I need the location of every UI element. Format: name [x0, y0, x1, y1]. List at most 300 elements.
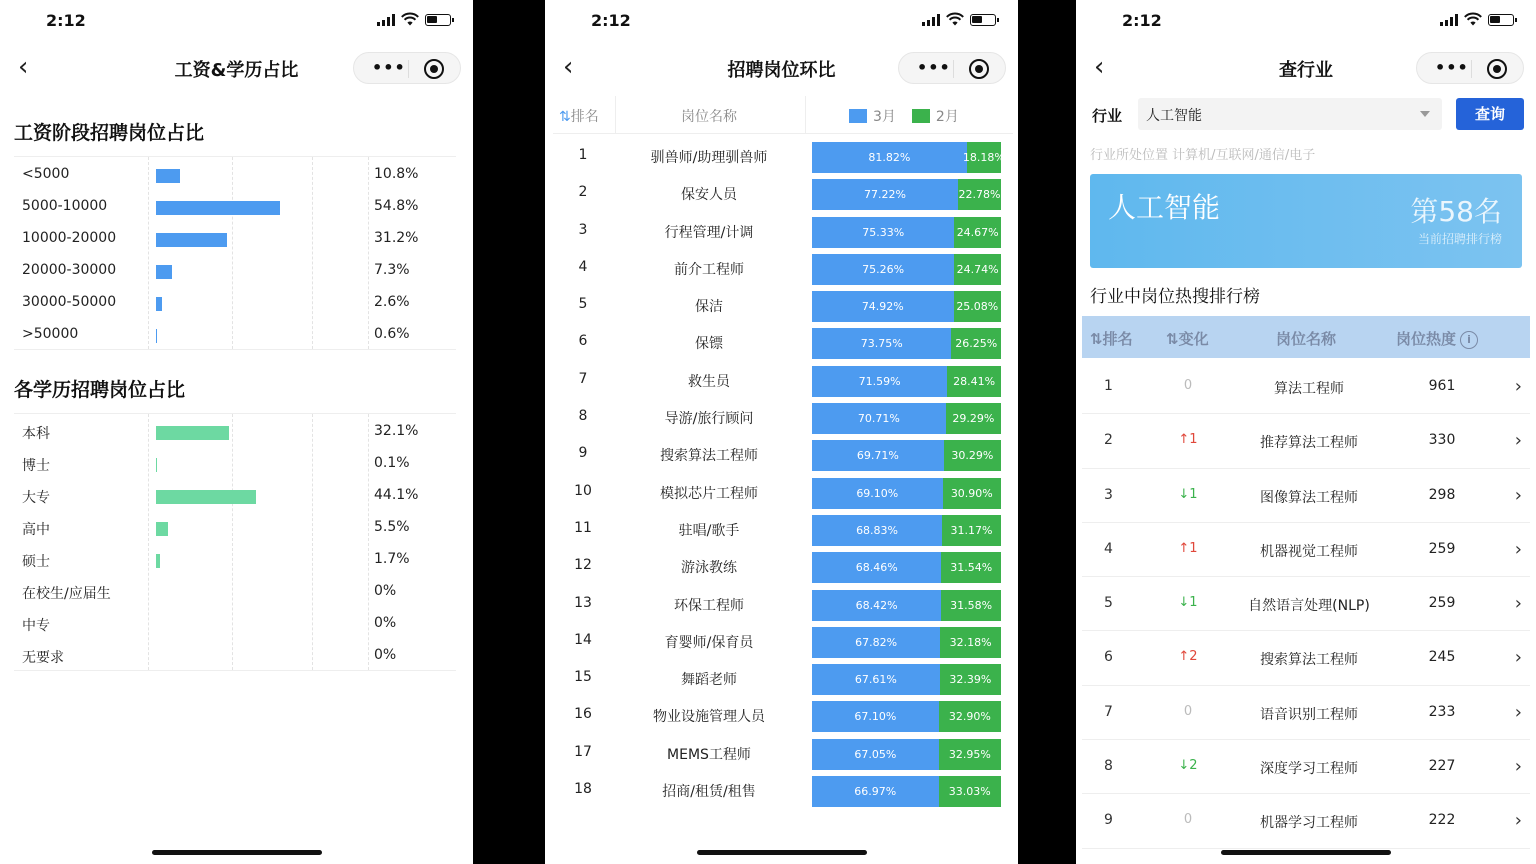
job-name-cell: MEMS工程师 — [667, 746, 751, 763]
status-time: 2:12 — [46, 11, 86, 30]
stacked-ratio-bar — [812, 627, 1001, 658]
bar-label: 博士 — [22, 458, 50, 474]
legend-march-label: 3月 — [873, 109, 896, 125]
job-name-cell: 环保工程师 — [674, 597, 744, 614]
legend-march-swatch — [849, 109, 867, 123]
change-cell: ↓2 — [1178, 758, 1198, 774]
feb-segment — [942, 515, 1001, 546]
chevron-right-icon[interactable]: › — [1514, 538, 1522, 560]
march-percent: 75.26% — [862, 262, 905, 276]
feb-percent: 30.29% — [951, 449, 994, 463]
table-row[interactable] — [1082, 686, 1530, 740]
miniapp-capsule — [353, 52, 461, 84]
rank-cell: 2 — [1104, 432, 1113, 449]
stacked-ratio-bar — [812, 142, 1005, 173]
rank-cell: 4 — [1104, 540, 1113, 557]
card-industry-name: 人工智能 — [1108, 191, 1221, 224]
battery-icon — [1488, 14, 1514, 26]
bar-row — [14, 287, 456, 319]
rank-cell: 7 — [1104, 703, 1113, 720]
change-cell: ↑2 — [1178, 649, 1198, 665]
more-dots-icon[interactable]: ••• — [372, 58, 406, 77]
feb-percent: 31.58% — [950, 598, 993, 612]
stacked-ratio-bar — [812, 366, 1001, 397]
battery-icon — [970, 14, 996, 26]
table-row[interactable] — [1082, 577, 1530, 631]
rank-cell: 3 — [578, 221, 588, 238]
march-segment — [812, 440, 944, 471]
rank-cell: 16 — [574, 706, 592, 723]
march-segment — [812, 515, 942, 546]
salary-bar-table — [14, 156, 456, 350]
feb-segment — [946, 403, 1001, 434]
bar — [156, 329, 157, 343]
feb-percent: 25.08% — [956, 300, 999, 314]
march-percent: 68.42% — [855, 598, 898, 612]
bar-label: 30000-50000 — [22, 294, 117, 310]
feb-percent: 32.90% — [948, 710, 991, 724]
rank-cell: 6 — [578, 333, 588, 350]
stacked-ratio-bar — [812, 590, 1001, 621]
feb-percent: 31.17% — [950, 523, 993, 537]
bar-row — [14, 255, 456, 287]
rank-cell: 3 — [1104, 486, 1113, 503]
nav-bar — [1076, 46, 1536, 90]
bar — [156, 426, 229, 440]
table-row[interactable] — [553, 695, 1013, 732]
legend-feb-swatch — [912, 109, 930, 123]
job-name-cell: 保安人员 — [681, 187, 737, 204]
signal-icon — [1440, 14, 1458, 26]
feb-segment — [939, 701, 1001, 732]
job-name-cell: 保洁 — [695, 299, 723, 316]
table-row[interactable] — [1082, 794, 1530, 848]
table-row[interactable] — [553, 211, 1013, 248]
march-percent: 77.22% — [863, 188, 906, 202]
ratio-table-body[interactable] — [553, 136, 1013, 820]
page-title: 招聘岗位环比 — [727, 60, 836, 81]
industry-rank-card — [1090, 174, 1522, 268]
salary-section-title: 工资阶段招聘岗位占比 — [14, 122, 205, 144]
change-cell: 0 — [1183, 812, 1193, 828]
table-row[interactable] — [1082, 469, 1530, 523]
back-chevron-icon[interactable]: ‹ — [563, 52, 574, 82]
rank-cell: 11 — [574, 519, 592, 536]
rank-cell: 10 — [574, 482, 592, 499]
feb-percent: 18.18% — [962, 151, 1005, 164]
bar-label: 无要求 — [22, 650, 64, 666]
march-percent: 69.71% — [856, 449, 899, 463]
feb-segment — [940, 664, 1001, 695]
job-name-cell: 算法工程师 — [1274, 381, 1344, 397]
bar-percent: 0% — [374, 647, 397, 663]
job-name-cell: 救生员 — [688, 373, 730, 390]
home-indicator — [1221, 850, 1391, 855]
feb-segment — [939, 739, 1001, 770]
job-name-cell: 机器视觉工程师 — [1260, 543, 1358, 560]
sort-icon: ⇅ — [1090, 330, 1103, 348]
nav-bar — [0, 46, 473, 90]
status-bar — [1076, 0, 1536, 42]
bar — [156, 265, 172, 279]
phone-screen-industry-query — [1076, 0, 1536, 864]
stacked-ratio-bar — [812, 552, 1001, 583]
table-row[interactable] — [553, 397, 1013, 434]
page-title: 查行业 — [1279, 60, 1333, 81]
table-row[interactable] — [553, 285, 1013, 322]
bar — [156, 490, 256, 504]
bar-row — [14, 480, 456, 512]
bar-percent: 0% — [374, 615, 397, 631]
march-segment — [812, 701, 939, 732]
back-chevron-icon[interactable]: ‹ — [18, 52, 29, 82]
card-rank: 第58名 — [1410, 195, 1502, 228]
feb-percent: 31.54% — [950, 561, 993, 575]
table-row[interactable] — [1082, 631, 1530, 685]
legend-feb-label: 2月 — [935, 109, 959, 125]
job-name-cell: 物业设施管理人员 — [653, 709, 765, 726]
job-name-cell: 机器学习工程师 — [1260, 815, 1358, 832]
miniapp-capsule — [898, 52, 1006, 84]
rank-cell: 12 — [574, 557, 592, 574]
battery-icon — [425, 14, 451, 26]
bar-label: 硕士 — [22, 554, 50, 570]
bar-row — [14, 319, 456, 351]
close-target-icon[interactable] — [969, 59, 989, 79]
back-chevron-icon[interactable]: ‹ — [1094, 52, 1105, 82]
march-percent: 67.05% — [854, 747, 897, 761]
march-segment — [812, 179, 958, 210]
feb-percent: 32.39% — [949, 673, 992, 687]
feb-segment — [939, 776, 1001, 807]
rank-cell: 1 — [578, 147, 588, 163]
ratio-table-header — [553, 96, 1013, 134]
change-cell: ↓1 — [1178, 595, 1198, 611]
sort-icon: ⇅ — [1166, 330, 1179, 348]
phone-screen-salary-education — [0, 0, 473, 864]
march-segment — [812, 291, 954, 322]
hot-jobs-title: 行业中岗位热搜排行榜 — [1090, 287, 1260, 307]
sort-rank-header[interactable]: ⇅排名 — [559, 109, 599, 125]
march-percent: 70.71% — [857, 412, 900, 426]
job-name-cell: 招商/租赁/租售 — [662, 784, 756, 801]
chevron-right-icon[interactable]: › — [1514, 593, 1522, 615]
change-cell: ↑1 — [1178, 432, 1198, 448]
miniapp-capsule — [1416, 52, 1524, 84]
table-row[interactable] — [553, 546, 1013, 583]
stacked-ratio-bar — [812, 664, 1001, 695]
table-row[interactable] — [553, 472, 1013, 509]
bar — [156, 169, 180, 183]
bar-percent: 0% — [374, 583, 397, 599]
bar-row — [14, 608, 456, 640]
chart-legend — [849, 106, 975, 126]
change-cell: 0 — [1183, 378, 1193, 393]
march-segment — [812, 217, 954, 248]
close-target-icon[interactable] — [424, 59, 444, 79]
chevron-right-icon[interactable]: › — [1514, 647, 1522, 669]
stacked-ratio-bar — [812, 179, 1001, 210]
stacked-ratio-bar — [812, 403, 1001, 434]
rank-cell: 14 — [574, 631, 592, 648]
more-dots-icon[interactable]: ••• — [1435, 58, 1469, 77]
rank-cell: 2 — [578, 184, 588, 201]
stacked-ratio-bar — [812, 701, 1001, 732]
heat-cell: 330 — [1428, 432, 1456, 449]
feb-percent: 32.95% — [948, 747, 991, 761]
chevron-right-icon[interactable]: › — [1514, 484, 1522, 506]
table-row[interactable] — [1082, 740, 1530, 794]
rank-cell: 4 — [578, 258, 588, 275]
card-rank-subtitle: 当前招聘排行榜 — [1417, 232, 1502, 246]
march-segment — [812, 366, 947, 397]
bar-percent: 7.3% — [374, 262, 410, 278]
bar-percent: 32.1% — [374, 423, 419, 439]
rank-cell: 8 — [578, 408, 588, 425]
march-segment — [812, 627, 940, 658]
table-row[interactable] — [553, 434, 1013, 471]
bar-label: 5000-10000 — [22, 198, 108, 214]
job-name-cell: 搜索算法工程师 — [1260, 652, 1358, 669]
bar-label: 10000-20000 — [22, 230, 117, 246]
bar — [156, 522, 168, 536]
feb-percent: 22.78% — [958, 188, 1001, 202]
signal-icon — [922, 14, 940, 26]
bar-row — [14, 448, 456, 480]
hot-table-body[interactable] — [1082, 360, 1530, 832]
caret-down-icon — [1420, 111, 1430, 117]
bar-percent: 0.6% — [374, 326, 410, 342]
rank-cell: 17 — [574, 743, 592, 760]
heat-cell: 233 — [1428, 703, 1456, 720]
feb-segment — [951, 328, 1001, 359]
job-name-cell: 深度学习工程师 — [1260, 761, 1358, 778]
feb-percent: 33.03% — [948, 785, 991, 799]
feb-segment — [958, 179, 1001, 210]
info-icon[interactable]: i — [1460, 331, 1478, 349]
industry-filter-label: 行业 — [1092, 107, 1123, 125]
feb-percent: 32.18% — [949, 635, 992, 649]
table-row[interactable] — [553, 509, 1013, 546]
job-name-cell: 舞蹈老师 — [681, 672, 737, 689]
feb-segment — [944, 440, 1001, 471]
table-row[interactable] — [1082, 523, 1530, 577]
table-row[interactable] — [1082, 360, 1530, 414]
bar-row — [14, 544, 456, 576]
bar-percent: 1.7% — [374, 551, 410, 567]
march-percent: 67.82% — [855, 635, 898, 649]
bar-label: <5000 — [22, 166, 70, 182]
heat-cell: 298 — [1428, 486, 1456, 503]
stacked-ratio-bar — [812, 440, 1001, 471]
heat-cell: 259 — [1428, 595, 1456, 612]
march-percent: 67.10% — [854, 710, 897, 724]
more-dots-icon[interactable]: ••• — [917, 58, 951, 77]
phone-screen-job-ratio — [545, 0, 1018, 864]
job-name-cell: 图像算法工程师 — [1260, 489, 1358, 506]
table-row[interactable] — [553, 770, 1013, 807]
march-percent: 75.33% — [862, 225, 905, 239]
feb-segment — [941, 552, 1001, 583]
rank-cell: 6 — [1104, 649, 1113, 666]
feb-segment — [954, 217, 1001, 248]
job-name-cell: 前介工程师 — [674, 261, 744, 278]
bar-row — [14, 512, 456, 544]
feb-segment — [962, 142, 1005, 173]
bar-percent: 54.8% — [374, 198, 419, 214]
rank-cell: 7 — [578, 370, 588, 387]
table-row[interactable] — [553, 136, 1013, 173]
rank-cell: 5 — [578, 296, 588, 313]
industry-select[interactable] — [1138, 98, 1442, 130]
status-bar — [545, 0, 1018, 42]
feb-percent: 26.25% — [955, 337, 998, 351]
stacked-ratio-bar — [812, 291, 1001, 322]
job-name-cell: 游泳教练 — [681, 560, 737, 577]
sort-icon: ⇅ — [559, 109, 571, 125]
march-segment — [812, 590, 941, 621]
education-section-title: 各学历招聘岗位占比 — [14, 379, 186, 401]
job-name-cell: 模拟芯片工程师 — [660, 485, 758, 502]
rank-cell: 13 — [574, 594, 592, 611]
rank-cell: 1 — [1104, 378, 1113, 394]
march-percent: 81.82% — [868, 151, 911, 164]
feb-segment — [941, 590, 1001, 621]
table-row[interactable] — [553, 733, 1013, 770]
bar-percent: 44.1% — [374, 487, 419, 503]
march-segment — [812, 739, 939, 770]
table-row[interactable] — [553, 621, 1013, 658]
table-row[interactable] — [553, 360, 1013, 397]
heat-cell: 259 — [1428, 540, 1456, 557]
industry-location — [1090, 144, 1315, 163]
job-name-cell: 育婴师/保育员 — [664, 634, 754, 651]
table-row[interactable] — [553, 248, 1013, 285]
job-name-cell: 自然语言处理(NLP) — [1248, 598, 1370, 615]
chevron-right-icon[interactable]: › — [1514, 701, 1522, 723]
bar — [156, 554, 160, 568]
march-segment — [812, 254, 954, 285]
march-percent: 69.10% — [856, 486, 899, 500]
table-row[interactable] — [553, 584, 1013, 621]
page-title: 工资&学历占比 — [174, 60, 299, 81]
march-percent: 66.97% — [854, 785, 897, 799]
job-name-header: 岗位名称 — [1276, 330, 1337, 348]
sort-rank-header[interactable]: ⇅排名 — [1090, 330, 1133, 348]
feb-segment — [943, 478, 1001, 509]
rank-cell: 8 — [1104, 758, 1113, 775]
chevron-right-icon[interactable]: › — [1514, 376, 1522, 397]
status-icons — [1440, 13, 1514, 26]
job-name-cell: 搜索算法工程师 — [660, 448, 758, 465]
hot-table-header — [1082, 316, 1530, 358]
sort-change-header[interactable]: ⇅变化 — [1166, 330, 1209, 348]
stacked-ratio-bar — [812, 328, 1001, 359]
feb-segment — [940, 627, 1001, 658]
feb-percent: 24.67% — [956, 225, 999, 239]
chevron-right-icon[interactable]: › — [1514, 756, 1522, 778]
status-time: 2:12 — [1122, 11, 1162, 30]
bar-label: 中专 — [22, 618, 50, 634]
status-icons — [377, 13, 451, 26]
bar-label: >50000 — [22, 326, 79, 342]
home-indicator — [697, 850, 867, 855]
bar-row — [14, 223, 456, 255]
bar-label: 高中 — [22, 522, 50, 538]
feb-percent: 29.29% — [952, 412, 995, 426]
feb-segment — [954, 291, 1001, 322]
table-row[interactable] — [553, 658, 1013, 695]
bar-label: 在校生/应届生 — [22, 586, 111, 602]
table-row[interactable] — [553, 322, 1013, 359]
job-name-cell: 推荐算法工程师 — [1260, 435, 1358, 452]
rank-cell: 18 — [574, 781, 592, 798]
stacked-ratio-bar — [812, 478, 1001, 509]
heat-cell: 222 — [1428, 812, 1456, 829]
job-name-cell: 驯兽师/助理驯兽师 — [650, 150, 768, 166]
job-name-cell: 驻唱/歌手 — [678, 522, 740, 539]
bar-row — [14, 159, 456, 191]
march-segment — [812, 552, 941, 583]
wifi-icon — [1464, 13, 1482, 26]
job-name-cell: 语音识别工程师 — [1260, 706, 1358, 723]
rank-cell: 9 — [1104, 812, 1113, 829]
chevron-right-icon[interactable]: › — [1514, 810, 1522, 832]
heat-cell: 245 — [1428, 649, 1456, 666]
stacked-ratio-bar — [812, 254, 1001, 285]
bar — [156, 297, 162, 311]
march-segment — [812, 403, 946, 434]
heat-header: 岗位热度 i — [1396, 328, 1478, 349]
industry-filter — [1090, 98, 1536, 130]
feb-segment — [954, 254, 1001, 285]
feb-percent: 24.74% — [956, 262, 999, 276]
bar-row — [14, 576, 456, 608]
close-target-icon[interactable] — [1487, 59, 1507, 79]
bar-percent: 10.8% — [374, 166, 419, 182]
query-button[interactable]: 查询 — [1456, 98, 1524, 130]
march-segment — [812, 328, 951, 359]
feb-percent: 28.41% — [953, 374, 996, 388]
stacked-ratio-bar — [812, 515, 1001, 546]
wifi-icon — [401, 13, 419, 26]
rank-cell: 5 — [1104, 595, 1113, 612]
status-time: 2:12 — [591, 11, 631, 30]
march-percent: 68.46% — [855, 561, 898, 575]
bar-row — [14, 640, 456, 672]
chevron-right-icon[interactable]: › — [1514, 430, 1522, 452]
job-name-cell: 行程管理/计调 — [664, 224, 754, 241]
march-segment — [812, 664, 940, 695]
change-cell: 0 — [1183, 703, 1193, 719]
rank-cell: 15 — [574, 669, 592, 686]
status-bar — [0, 0, 473, 42]
bar-percent: 31.2% — [374, 230, 419, 246]
table-row[interactable] — [553, 173, 1013, 210]
march-percent: 71.59% — [858, 374, 901, 388]
home-indicator — [152, 850, 322, 855]
march-percent: 74.92% — [861, 300, 904, 314]
march-segment — [812, 776, 939, 807]
bar-percent: 2.6% — [374, 294, 410, 310]
rank-cell: 9 — [578, 445, 588, 462]
industry-select-value: 人工智能 — [1146, 108, 1202, 124]
bar-label: 本科 — [22, 426, 50, 442]
table-row[interactable] — [1082, 414, 1530, 468]
march-segment — [812, 478, 943, 509]
heat-cell: 961 — [1428, 378, 1456, 394]
bar-percent: 5.5% — [374, 519, 410, 535]
